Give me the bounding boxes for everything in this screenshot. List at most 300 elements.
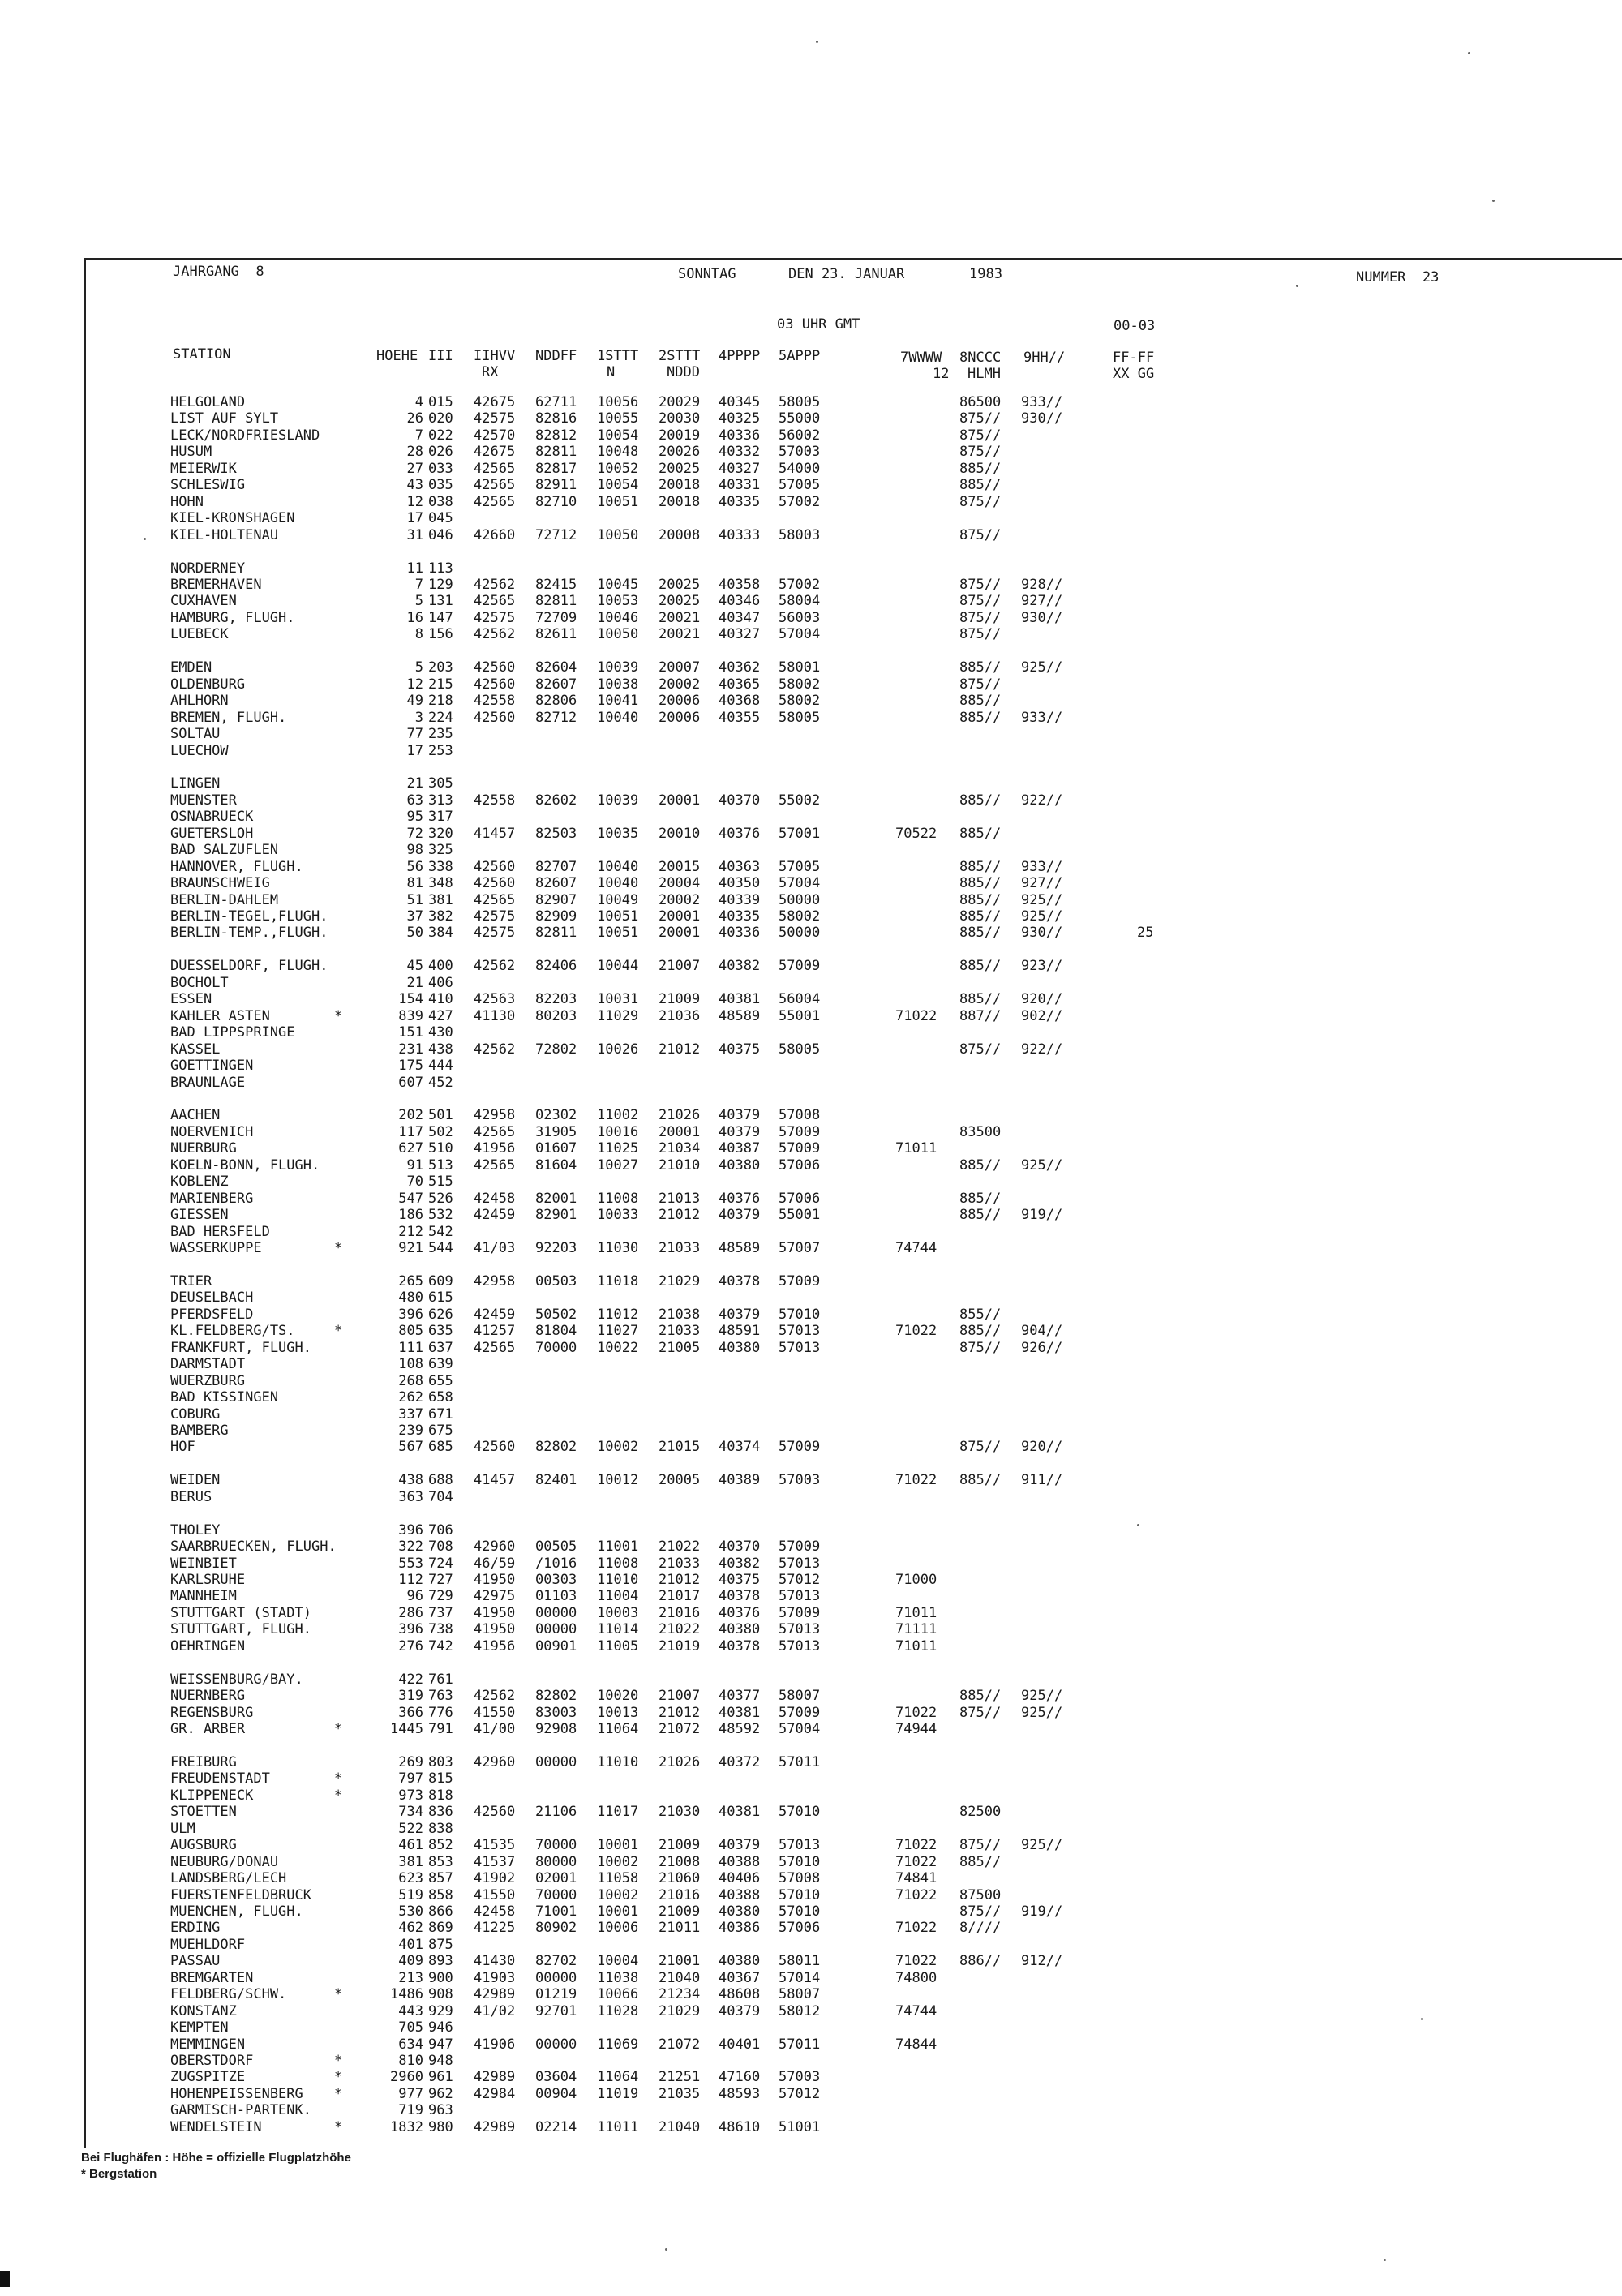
jahrgang: JAHRGANG 8 xyxy=(173,264,264,280)
report-date: DEN 23. JANUAR xyxy=(788,266,905,282)
day-of-week: SONNTAG xyxy=(678,266,736,282)
station-iihvv: 42660 xyxy=(474,526,516,543)
station-iii: 215 xyxy=(428,676,453,693)
station-hoehe: 2960 xyxy=(390,2069,423,2086)
station-1sttt: 10012 xyxy=(597,1472,639,1489)
station-5appp: 57010 xyxy=(779,1853,821,1870)
station-name: MEMMINGEN xyxy=(170,2036,246,2053)
station-8nccc: 885// xyxy=(959,925,1002,942)
station-iii: 961 xyxy=(428,2069,453,2086)
station-name: THOLEY xyxy=(170,1521,221,1539)
station-iii: 900 xyxy=(428,1969,453,1986)
table-row xyxy=(0,1273,1622,1290)
station-5appp: 50000 xyxy=(779,891,821,908)
station-8nccc: 8//// xyxy=(959,1920,1002,1937)
station-nddff: 92908 xyxy=(535,1721,577,1737)
table-row xyxy=(0,1389,1622,1405)
station-name: STUTTGART, FLUGH. xyxy=(170,1621,311,1638)
station-nddff: 72712 xyxy=(535,526,577,543)
station-hoehe: 262 xyxy=(398,1389,423,1405)
station-1sttt: 11018 xyxy=(597,1272,639,1290)
station-iihvv: 42458 xyxy=(474,1903,516,1920)
station-8nccc: 885// xyxy=(959,1688,1002,1705)
scan-speck xyxy=(816,41,818,43)
station-1sttt: 10002 xyxy=(597,1886,639,1903)
station-1sttt: 10053 xyxy=(597,593,639,610)
table-row xyxy=(0,577,1622,593)
station-4pppp: 40382 xyxy=(719,958,761,975)
station-iihvv: 42989 xyxy=(474,1986,516,2003)
station-hoehe: 202 xyxy=(398,1107,423,1124)
station-2sttt: 21007 xyxy=(659,958,701,975)
station-iihvv: 42560 xyxy=(474,709,516,726)
station-iihvv: 42560 xyxy=(474,1804,516,1821)
station-name: BAD SALZUFLEN xyxy=(170,842,279,859)
station-hoehe: 422 xyxy=(398,1671,423,1688)
station-9hh: 927// xyxy=(1021,875,1063,892)
table-row xyxy=(0,1240,1622,1256)
station-2sttt: 20001 xyxy=(659,925,701,942)
station-8nccc: 875// xyxy=(959,577,1002,593)
station-8nccc: 885// xyxy=(959,891,1002,908)
table-row xyxy=(0,1539,1622,1555)
station-name: HANNOVER, FLUGH. xyxy=(170,858,303,875)
station-2sttt: 21029 xyxy=(659,2002,701,2019)
station-nddff: 00904 xyxy=(535,2085,577,2102)
station-iihvv: 41/02 xyxy=(474,2002,516,2019)
station-2sttt: 20006 xyxy=(659,709,701,726)
station-hoehe: 797 xyxy=(398,1770,423,1787)
station-iihvv: 42958 xyxy=(474,1107,516,1124)
col-iihvv-sub: RX xyxy=(482,364,499,380)
station-7wwww: 70522 xyxy=(895,825,938,842)
mountain-station-mark: * xyxy=(334,1986,343,2003)
station-5appp: 57009 xyxy=(779,1439,821,1456)
station-iihvv: 41550 xyxy=(474,1704,516,1721)
station-4pppp: 40372 xyxy=(719,1753,761,1770)
station-8nccc: 886// xyxy=(959,1953,1002,1970)
station-iihvv: 41457 xyxy=(474,825,516,842)
station-8nccc: 885// xyxy=(959,858,1002,875)
station-hoehe: 27 xyxy=(406,460,423,477)
station-hoehe: 111 xyxy=(398,1339,423,1356)
station-name: FRANKFURT, FLUGH. xyxy=(170,1339,311,1356)
station-iii: 317 xyxy=(428,809,453,826)
station-iii: 738 xyxy=(428,1621,453,1638)
station-hoehe: 154 xyxy=(398,991,423,1008)
station-5appp: 58003 xyxy=(779,526,821,543)
station-iii: 791 xyxy=(428,1721,453,1737)
station-2sttt: 20029 xyxy=(659,394,701,410)
mountain-station-mark: * xyxy=(334,2118,343,2135)
station-nddff: 92701 xyxy=(535,2002,577,2019)
col-nddff: NDDFF xyxy=(535,348,577,364)
station-5appp: 58002 xyxy=(779,908,821,925)
station-hoehe: 443 xyxy=(398,2002,423,2019)
table-row xyxy=(0,1903,1622,1920)
station-1sttt: 10002 xyxy=(597,1853,639,1870)
station-hoehe: 396 xyxy=(398,1621,423,1638)
station-1sttt: 10004 xyxy=(597,1953,639,1970)
station-hoehe: 3 xyxy=(414,709,423,726)
station-hoehe: 366 xyxy=(398,1704,423,1721)
station-8nccc: 87500 xyxy=(959,1886,1002,1903)
station-1sttt: 11025 xyxy=(597,1140,639,1157)
station-5appp: 51001 xyxy=(779,2118,821,2135)
station-8nccc: 875// xyxy=(959,1439,1002,1456)
station-hoehe: 212 xyxy=(398,1223,423,1240)
station-4pppp: 40365 xyxy=(719,676,761,693)
station-name: KOELN-BONN, FLUGH. xyxy=(170,1157,320,1174)
station-name: BAD HERSFELD xyxy=(170,1223,270,1240)
station-iihvv: 42675 xyxy=(474,444,516,461)
station-9hh: 925// xyxy=(1021,1157,1063,1174)
col-7wwww-sub: 12 xyxy=(933,366,950,382)
table-row xyxy=(0,1605,1622,1621)
station-2sttt: 21012 xyxy=(659,1207,701,1224)
station-hoehe: 17 xyxy=(406,510,423,527)
station-iii: 015 xyxy=(428,394,453,410)
scan-edge-mark xyxy=(0,2271,10,2287)
station-iii: 147 xyxy=(428,609,453,626)
station-hoehe: 977 xyxy=(398,2085,423,2102)
station-iihvv: 42575 xyxy=(474,925,516,942)
station-4pppp: 40346 xyxy=(719,593,761,610)
station-hoehe: 70 xyxy=(406,1174,423,1191)
station-iii: 637 xyxy=(428,1339,453,1356)
station-iii: 430 xyxy=(428,1024,453,1041)
station-4pppp: 40379 xyxy=(719,1306,761,1323)
table-row xyxy=(0,792,1622,809)
table-row xyxy=(0,444,1622,460)
station-iii: 675 xyxy=(428,1422,453,1439)
station-hoehe: 337 xyxy=(398,1405,423,1423)
table-row xyxy=(0,2003,1622,2019)
station-2sttt: 20025 xyxy=(659,577,701,593)
station-name: MUEHLDORF xyxy=(170,1936,246,1953)
station-5appp: 58002 xyxy=(779,676,821,693)
col-iii: III xyxy=(428,348,453,364)
station-4pppp: 40345 xyxy=(719,394,761,410)
station-name: BAMBERG xyxy=(170,1422,229,1439)
station-name: BRAUNSCHWEIG xyxy=(170,875,270,892)
station-iihvv: 46/59 xyxy=(474,1555,516,1572)
table-row xyxy=(0,1058,1622,1074)
station-hoehe: 5 xyxy=(414,659,423,676)
station-4pppp: 40388 xyxy=(719,1886,761,1903)
station-iii: 836 xyxy=(428,1804,453,1821)
station-4pppp: 40381 xyxy=(719,1804,761,1821)
station-5appp: 57006 xyxy=(779,1190,821,1207)
station-name: HOHN xyxy=(170,493,204,510)
station-iii: 400 xyxy=(428,958,453,975)
station-iii: 382 xyxy=(428,908,453,925)
station-4pppp: 40379 xyxy=(719,1207,761,1224)
station-7wwww: 74841 xyxy=(895,1870,938,1887)
col-5appp: 5APPP xyxy=(779,348,821,364)
station-5appp: 57005 xyxy=(779,477,821,494)
station-7wwww: 74800 xyxy=(895,1969,938,1986)
station-name: PFERDSFELD xyxy=(170,1306,254,1323)
station-name: OBERSTDORF xyxy=(170,2053,254,2069)
station-nddff: 02214 xyxy=(535,2118,577,2135)
station-1sttt: 11005 xyxy=(597,1637,639,1654)
station-7wwww: 71011 xyxy=(895,1604,938,1621)
station-iihvv: 42560 xyxy=(474,676,516,693)
station-hoehe: 921 xyxy=(398,1240,423,1256)
col-2sttt: 2STTT xyxy=(659,348,701,364)
station-9hh: 930// xyxy=(1021,410,1063,427)
station-name: WASSERKUPPE xyxy=(170,1240,262,1256)
station-5appp: 58011 xyxy=(779,1953,821,1970)
station-nddff: 82812 xyxy=(535,427,577,444)
station-hoehe: 12 xyxy=(406,493,423,510)
table-row xyxy=(0,394,1622,410)
station-iii: 763 xyxy=(428,1688,453,1705)
station-iii: 818 xyxy=(428,1787,453,1804)
station-iii: 113 xyxy=(428,560,453,577)
station-nddff: 82401 xyxy=(535,1472,577,1489)
station-1sttt: 10054 xyxy=(597,427,639,444)
table-row xyxy=(0,958,1622,974)
station-name: OLDENBURG xyxy=(170,676,246,693)
station-nddff: 82901 xyxy=(535,1207,577,1224)
station-2sttt: 21011 xyxy=(659,1920,701,1937)
station-name: FUERSTENFELDBRUCK xyxy=(170,1886,311,1903)
table-row xyxy=(0,1572,1622,1588)
station-name: KONSTANZ xyxy=(170,2002,237,2019)
station-9hh: 925// xyxy=(1021,891,1063,908)
table-row xyxy=(0,1373,1622,1389)
station-1sttt: 10044 xyxy=(597,958,639,975)
station-iii: 348 xyxy=(428,875,453,892)
station-name: WUERZBURG xyxy=(170,1372,246,1389)
table-row xyxy=(0,1705,1622,1721)
station-1sttt: 11064 xyxy=(597,2069,639,2086)
station-name: ERDING xyxy=(170,1920,221,1937)
station-1sttt: 10020 xyxy=(597,1688,639,1705)
station-1sttt: 10039 xyxy=(597,659,639,676)
station-9hh: 925// xyxy=(1021,1704,1063,1721)
station-1sttt: 11014 xyxy=(597,1621,639,1638)
station-hoehe: 16 xyxy=(406,609,423,626)
station-name: COBURG xyxy=(170,1405,221,1423)
station-4pppp: 40401 xyxy=(719,2036,761,2053)
station-hoehe: 276 xyxy=(398,1637,423,1654)
station-4pppp: 40363 xyxy=(719,858,761,875)
scan-speck xyxy=(1492,200,1495,202)
station-name: OEHRINGEN xyxy=(170,1637,246,1654)
station-nddff: 82817 xyxy=(535,460,577,477)
station-8nccc: 875// xyxy=(959,1837,1002,1854)
station-hoehe: 117 xyxy=(398,1123,423,1140)
station-iii: 858 xyxy=(428,1886,453,1903)
station-hoehe: 381 xyxy=(398,1853,423,1870)
station-iihvv: 42459 xyxy=(474,1306,516,1323)
station-4pppp: 40378 xyxy=(719,1588,761,1605)
station-4pppp: 40333 xyxy=(719,526,761,543)
station-1sttt: 11017 xyxy=(597,1804,639,1821)
station-name: BREMGARTEN xyxy=(170,1969,254,1986)
station-iii: 026 xyxy=(428,444,453,461)
station-name: MUENSTER xyxy=(170,792,237,809)
station-iii: 838 xyxy=(428,1820,453,1837)
station-7wwww: 74744 xyxy=(895,2002,938,2019)
station-5appp: 57013 xyxy=(779,1339,821,1356)
station-1sttt: 10027 xyxy=(597,1157,639,1174)
station-name: KLIPPENECK xyxy=(170,1787,254,1804)
table-row xyxy=(0,2069,1622,2085)
station-8nccc: 875// xyxy=(959,609,1002,626)
station-5appp: 57010 xyxy=(779,1903,821,1920)
station-hoehe: 4 xyxy=(414,394,423,410)
station-name: NUERNBERG xyxy=(170,1688,246,1705)
station-iii: 235 xyxy=(428,726,453,742)
station-5appp: 57002 xyxy=(779,493,821,510)
station-hoehe: 77 xyxy=(406,726,423,742)
station-iihvv: 41903 xyxy=(474,1969,516,1986)
station-nddff: /1016 xyxy=(535,1555,577,1572)
station-9hh: 930// xyxy=(1021,609,1063,626)
station-hoehe: 1445 xyxy=(390,1721,423,1737)
table-row xyxy=(0,560,1622,577)
station-name: AHLHORN xyxy=(170,693,229,710)
station-name: KAHLER ASTEN xyxy=(170,1007,270,1024)
station-4pppp: 40355 xyxy=(719,709,761,726)
station-9hh: 904// xyxy=(1021,1323,1063,1340)
station-hoehe: 7 xyxy=(414,427,423,444)
table-row xyxy=(0,1107,1622,1123)
station-nddff: 02001 xyxy=(535,1870,577,1887)
station-4pppp: 40388 xyxy=(719,1853,761,1870)
station-iihvv: 42989 xyxy=(474,2069,516,2086)
station-hoehe: 56 xyxy=(406,858,423,875)
station-2sttt: 21005 xyxy=(659,1339,701,1356)
station-nddff: 80203 xyxy=(535,1007,577,1024)
station-1sttt: 10050 xyxy=(597,626,639,643)
mountain-station-mark: * xyxy=(334,2069,343,2086)
station-iii: 761 xyxy=(428,1671,453,1688)
station-iii: 947 xyxy=(428,2036,453,2053)
station-4pppp: 40380 xyxy=(719,1157,761,1174)
station-2sttt: 21012 xyxy=(659,1041,701,1058)
station-iii: 253 xyxy=(428,742,453,759)
station-nddff: 82702 xyxy=(535,1953,577,1970)
station-2sttt: 21033 xyxy=(659,1240,701,1256)
table-row xyxy=(0,743,1622,759)
station-iii: 515 xyxy=(428,1174,453,1191)
station-name: BERLIN-TEMP.,FLUGH. xyxy=(170,925,328,942)
station-5appp: 58007 xyxy=(779,1986,821,2003)
station-8nccc: 875// xyxy=(959,593,1002,610)
col-2sttt-sub: NDDD xyxy=(667,364,700,380)
station-name: AACHEN xyxy=(170,1107,221,1124)
station-hoehe: 438 xyxy=(398,1472,423,1489)
station-5appp: 55000 xyxy=(779,410,821,427)
station-nddff: 00505 xyxy=(535,1539,577,1556)
station-hoehe: 286 xyxy=(398,1604,423,1621)
station-nddff: 62711 xyxy=(535,394,577,410)
station-name: GUETERSLOH xyxy=(170,825,254,842)
station-iihvv: 42565 xyxy=(474,1123,516,1140)
station-2sttt: 20002 xyxy=(659,676,701,693)
station-nddff: 82503 xyxy=(535,825,577,842)
station-5appp: 58007 xyxy=(779,1688,821,1705)
station-iii: 963 xyxy=(428,2102,453,2119)
station-9hh: 933// xyxy=(1021,709,1063,726)
station-4pppp: 40380 xyxy=(719,1903,761,1920)
table-row xyxy=(0,1556,1622,1572)
station-8nccc: 875// xyxy=(959,526,1002,543)
station-1sttt: 10041 xyxy=(597,693,639,710)
mountain-station-mark: * xyxy=(334,1007,343,1024)
station-nddff: 00000 xyxy=(535,1753,577,1770)
col-4pppp: 4PPPP xyxy=(719,348,761,364)
station-iii: 022 xyxy=(428,427,453,444)
station-iii: 635 xyxy=(428,1323,453,1340)
station-hoehe: 91 xyxy=(406,1157,423,1174)
station-name: REGENSBURG xyxy=(170,1704,254,1721)
station-nddff: 01219 xyxy=(535,1986,577,2003)
station-1sttt: 11011 xyxy=(597,2118,639,2135)
station-name: WEISSENBURG/BAY. xyxy=(170,1671,303,1688)
station-name: KEMPTEN xyxy=(170,2019,229,2036)
table-row xyxy=(0,1157,1622,1174)
station-iii: 035 xyxy=(428,477,453,494)
station-iii: 853 xyxy=(428,1853,453,1870)
station-2sttt: 21234 xyxy=(659,1986,701,2003)
station-name: LIST AUF SYLT xyxy=(170,410,279,427)
station-1sttt: 10050 xyxy=(597,526,639,543)
station-1sttt: 10055 xyxy=(597,410,639,427)
station-5appp: 57001 xyxy=(779,825,821,842)
station-1sttt: 10003 xyxy=(597,1604,639,1621)
station-1sttt: 10052 xyxy=(597,460,639,477)
table-row xyxy=(0,1207,1622,1223)
station-5appp: 57010 xyxy=(779,1306,821,1323)
mountain-station-mark: * xyxy=(334,1323,343,1340)
table-row xyxy=(0,1986,1622,2002)
station-1sttt: 11008 xyxy=(597,1555,639,1572)
station-1sttt: 11008 xyxy=(597,1190,639,1207)
station-2sttt: 21040 xyxy=(659,2118,701,2135)
station-iihvv: 41902 xyxy=(474,1870,516,1887)
table-row xyxy=(0,775,1622,792)
table-row xyxy=(0,1008,1622,1024)
station-5appp: 57013 xyxy=(779,1323,821,1340)
station-name: LANDSBERG/LECH xyxy=(170,1870,287,1887)
station-9hh: 902// xyxy=(1021,1007,1063,1024)
station-iii: 615 xyxy=(428,1290,453,1307)
station-4pppp: 48593 xyxy=(719,2085,761,2102)
table-row xyxy=(0,676,1622,693)
station-name: NUERBURG xyxy=(170,1140,237,1157)
station-5appp: 57010 xyxy=(779,1804,821,1821)
station-9hh: 933// xyxy=(1021,394,1063,410)
station-iihvv: 42570 xyxy=(474,427,516,444)
station-name: KL.FELDBERG/TS. xyxy=(170,1323,295,1340)
station-5appp: 58005 xyxy=(779,394,821,410)
station-8nccc: 875// xyxy=(959,427,1002,444)
table-row xyxy=(0,1472,1622,1488)
station-7wwww: 74744 xyxy=(895,1240,938,1256)
station-nddff: 72709 xyxy=(535,609,577,626)
station-5appp: 50000 xyxy=(779,925,821,942)
station-4pppp: 40350 xyxy=(719,875,761,892)
station-hoehe: 98 xyxy=(406,842,423,859)
station-4pppp: 40379 xyxy=(719,1123,761,1140)
station-iii: 444 xyxy=(428,1058,453,1074)
